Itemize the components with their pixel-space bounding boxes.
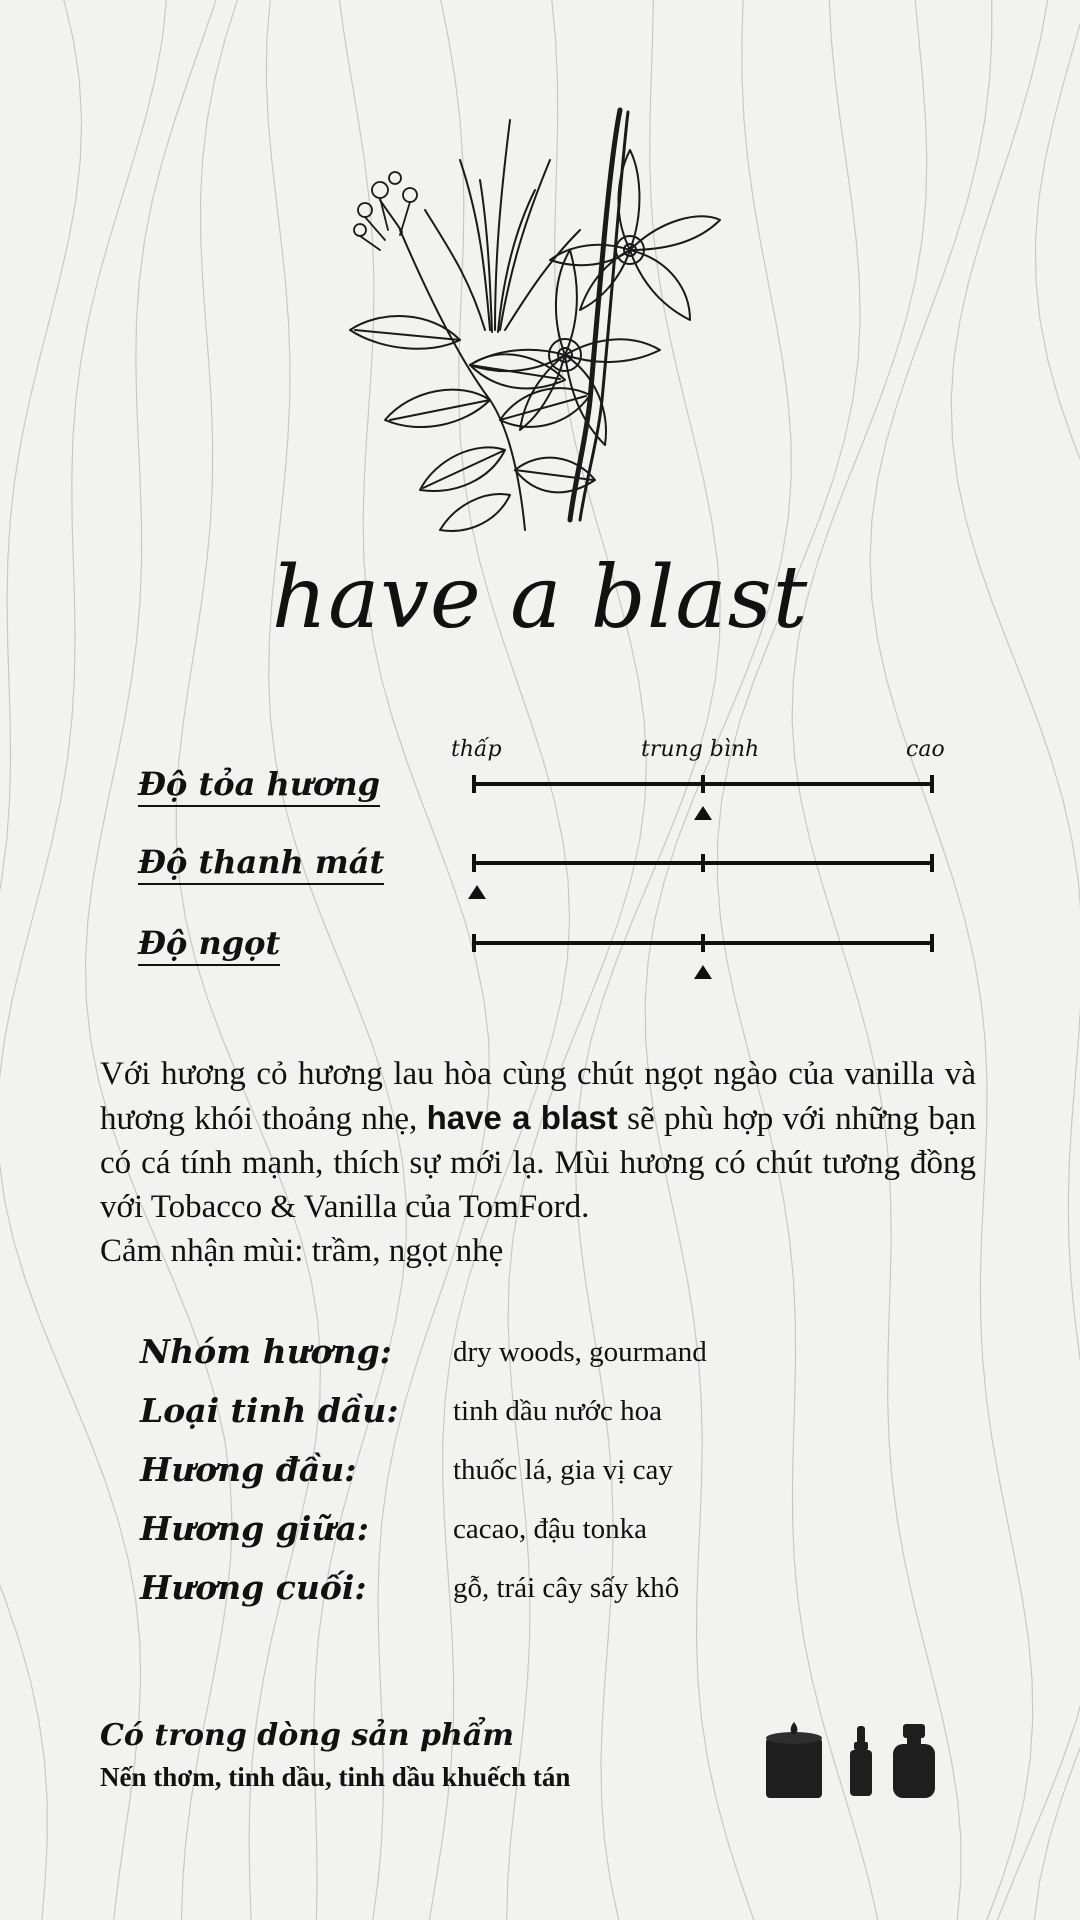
description <box>100 1052 976 1273</box>
fact-row <box>140 1450 940 1509</box>
meter-marker <box>694 965 712 979</box>
meter-marker <box>694 806 712 820</box>
scale-label-mid: trung bình <box>641 737 760 762</box>
fact-key: Nhóm hương: <box>140 1332 392 1371</box>
fact-key: Hương đầu: <box>140 1450 357 1489</box>
fact-value: tinh dầu nước hoa <box>453 1395 663 1427</box>
scent-facts <box>140 1332 940 1627</box>
description-product-name: have a blast <box>426 1099 618 1136</box>
meter-label-diffusion: Độ tỏa hương <box>138 765 380 807</box>
meter-marker <box>468 885 486 899</box>
fact-key: Loại tinh dầu: <box>140 1391 399 1430</box>
fact-row <box>140 1391 940 1450</box>
scale-label-low: thấp <box>451 737 502 762</box>
fact-row <box>140 1332 940 1391</box>
fact-value: gỗ, trái cây sấy khô <box>453 1572 680 1604</box>
candle-icon <box>766 1722 822 1798</box>
fact-key: Hương giữa: <box>140 1509 369 1548</box>
dropper-bottle-icon <box>850 1726 872 1796</box>
description-text-continued: sẽ phù hợp với những bạn có cá tính mạnh, thích sự mới lạ. Mùi hương có chút tương đồng với Tobacco & Vanilla của TomFord. <box>100 1101 976 1225</box>
description-text: Với hương cỏ hương lau hòa cùng chút ngọt ngào của vanilla và hương khói thoảng nhẹ, <box>100 1056 976 1137</box>
product-line-items: Nến thơm, tinh dầu, tinh dầu khuếch tán <box>100 1762 571 1792</box>
fact-value: thuốc lá, gia vị cay <box>453 1454 673 1486</box>
product-title: have a blast <box>271 548 809 648</box>
scent-feel: Cảm nhận mùi: trầm, ngọt nhẹ <box>100 1233 504 1269</box>
fact-key: Hương cuối: <box>140 1568 367 1607</box>
fact-value: dry woods, gourmand <box>453 1336 707 1368</box>
product-icons <box>760 1716 950 1800</box>
fact-row <box>140 1568 940 1627</box>
fact-value: cacao, đậu tonka <box>453 1513 648 1545</box>
scale-label-high: cao <box>906 737 945 762</box>
product-line-title: Có trong dòng sản phẩm <box>100 1718 515 1753</box>
fact-row <box>140 1509 940 1568</box>
meter-label-freshness: Độ thanh mát <box>138 843 384 885</box>
diffuser-bottle-icon <box>893 1724 935 1798</box>
meter-label-sweetness: Độ ngọt <box>138 924 280 966</box>
